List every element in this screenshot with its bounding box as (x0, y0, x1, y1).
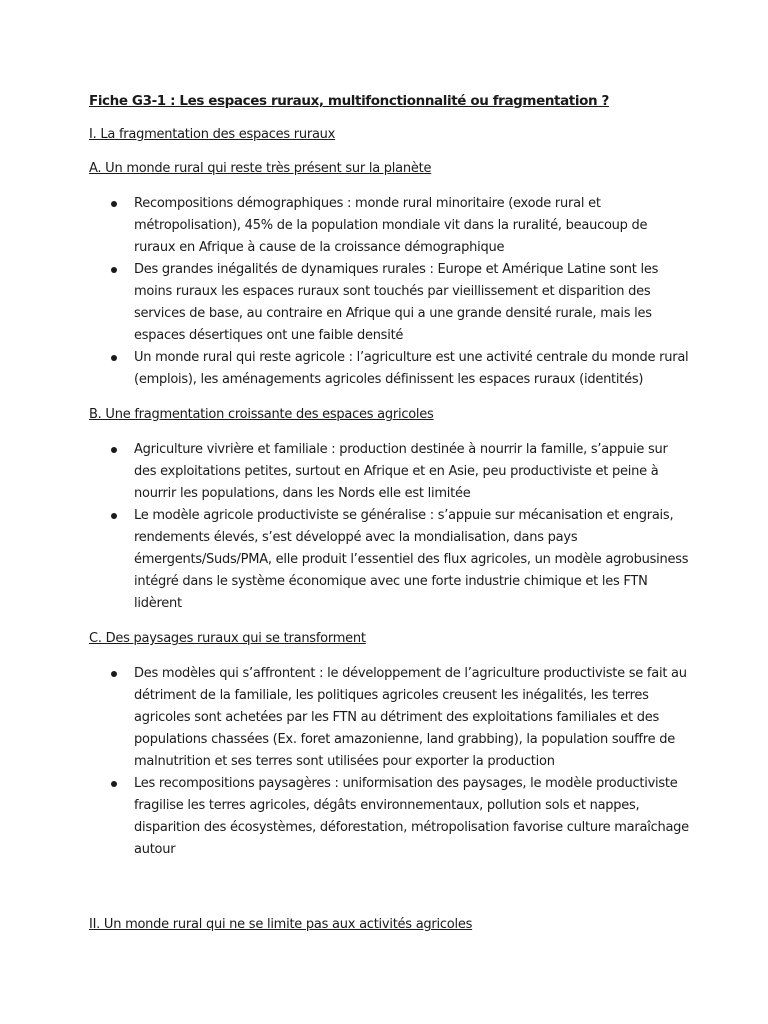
list-item (89, 663, 689, 773)
bullet-icon (111, 447, 117, 453)
section-c-heading: C. Des paysages ruraux qui se transforment (89, 631, 366, 646)
bullet-icon (111, 671, 117, 677)
list-item (89, 505, 689, 615)
section-a-list (89, 193, 689, 391)
part-2-heading: II. Un monde rural qui ne se limite pas aux activités agricoles (89, 917, 473, 932)
list-item-text: Des grandes inégalités de dynamiques rurales : Europe et Amérique Latine sont les moins ruraux les espaces ruraux sont touchés par vieillissement et disparition des services de base, au contraire en Afrique qui a une grande densité rurale, mais les espaces désertiques ont une faible densité (134, 262, 659, 343)
section-a-heading: A. Un monde rural qui reste très présent sur la planète (89, 161, 432, 176)
list-item (89, 439, 689, 505)
bullet-icon (111, 267, 117, 273)
list-item-text: Les recompositions paysagères : uniformisation des paysages, le modèle productiviste fragilise les terres agricoles, dégâts environnementaux, pollution sols et nappes, disparition des écosystèmes, déforestation, métropolisation favorise culture maraîchage autour (134, 776, 689, 857)
list-item-text: Des modèles qui s’affrontent : le développement de l’agriculture productiviste se fait au détriment de la familiale, les politiques agricoles creusent les inégalités, les terres agricoles sont achetées par les FTN au détriment des exploitations familiales et des populations chassées (Ex. foret amazonienne, land grabbing), la population souffre de malnutrition et ses terres sont utilisées pour exporter la production (134, 666, 687, 769)
list-item-text: Recompositions démographiques : monde rural minoritaire (exode rural et métropolisation), 45% de la population mondiale vit dans la ruralité, beaucoup de ruraux en Afrique à cause de la croissance démographique (134, 196, 648, 255)
bullet-icon (111, 201, 117, 207)
section-b-heading: B. Une fragmentation croissante des espaces agricoles (89, 407, 434, 422)
list-item (89, 193, 689, 259)
document-page (89, 91, 689, 949)
document-title: Fiche G3-1 : Les espaces ruraux, multifonctionnalité ou fragmentation ? (89, 93, 609, 109)
list-item-text: Le modèle agricole productiviste se généralise : s’appuie sur mécanisation et engrais, rendements élevés, s’est développé avec la mondialisation, dans pays émergents/Suds/PMA, elle produit l’essentiel des flux agricoles, un modèle agrobusiness intégré dans le système économique avec une forte industrie chimique et les FTN lidèrent (134, 508, 689, 611)
list-item-text: Agriculture vivrière et familiale : production destinée à nourrir la famille, s’appuie sur des exploitations petites, surtout en Afrique et en Asie, peu productiviste et peine à nourrir les populations, dans les Nords elle est limitée (134, 442, 668, 501)
list-item (89, 347, 689, 391)
bullet-icon (111, 513, 117, 519)
list-item (89, 259, 689, 347)
section-c-list (89, 663, 689, 861)
part-1-heading: I. La fragmentation des espaces ruraux (89, 127, 336, 142)
list-item (89, 773, 689, 861)
list-item-text: Un monde rural qui reste agricole : l’agriculture est une activité centrale du monde rural (emplois), les aménagements agricoles définissent les espaces ruraux (identités) (134, 350, 689, 387)
bullet-icon (111, 781, 117, 787)
section-b-list (89, 439, 689, 615)
bullet-icon (111, 355, 117, 361)
blank-line (89, 875, 689, 915)
